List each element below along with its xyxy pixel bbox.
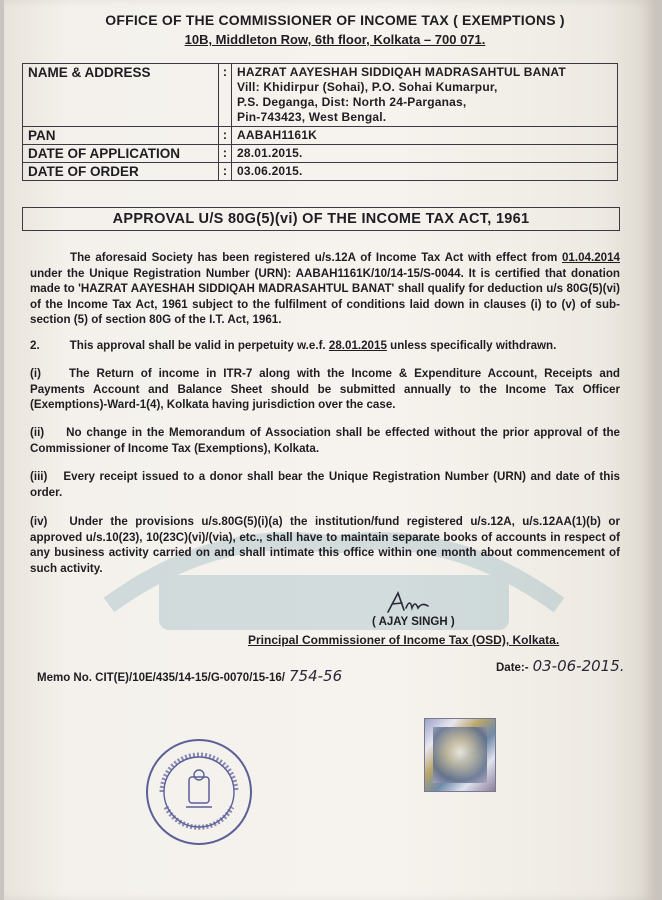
- signature-scribble: [384, 590, 432, 616]
- date-of-order-value: 03.06.2015.: [232, 163, 618, 181]
- pan-value: AABAH1161K: [232, 127, 618, 145]
- address-line: Vill: Khidirpur (Sohai), P.O. Sohai Kumarpur,: [237, 80, 498, 94]
- name-address-value: [232, 64, 618, 127]
- table-row: [23, 163, 618, 181]
- date-of-application-label: DATE OF APPLICATION: [23, 145, 219, 163]
- paragraph-2: 2. This approval shall be valid in perpetuity w.e.f. 28.01.2015 unless specifically withdrawn.: [30, 339, 557, 352]
- memo-number: Memo No. CIT(E)/10E/435/14-15/G-0070/15-16/ 754-56: [37, 667, 343, 685]
- table-row: [23, 64, 618, 127]
- signatory-name: ( AJAY SINGH ): [372, 616, 455, 628]
- clause-ii: (ii) No change in the Memorandum of Association shall be effected without the prior approval of the Commissioner of Income Tax (Exemptions), Kolkata.: [30, 426, 620, 455]
- address-line: Pin-743423, West Bengal.: [237, 110, 387, 124]
- colon: :: [219, 163, 232, 181]
- address-line: P.S. Deganga, Dist: North 24-Parganas,: [237, 95, 467, 109]
- hologram-sticker: [424, 718, 496, 792]
- office-heading: OFFICE OF THE COMMISSIONER OF INCOME TAX ( EXEMPTIONS ): [105, 12, 565, 28]
- memo-date: Date:- 03-06-2015.: [496, 657, 625, 675]
- pan-label: PAN: [23, 127, 219, 145]
- effective-date: 01.04.2014: [561, 251, 620, 264]
- date-handwritten: 03-06-2015.: [532, 657, 625, 675]
- date-of-order-label: DATE OF ORDER: [23, 163, 219, 181]
- colon: :: [219, 64, 232, 127]
- paragraph-1: The aforesaid Society has been registered u/s.12A of Income Tax Act with effect from 01.04.2014 under the Unique Registration Number (URN): AABAH1161K/10/14-15/S-0044. It is certified that donation made to 'HAZRAT AAYESHAH SIDDIQAH MADRASAHTUL BANAT' shall qualify for deduction u/s 80G(5)(vi) of the Income Tax Act, 1961 subject to the fulfilment of conditions laid down in clauses (i) to (v) of sub-section (5) of section 80G of the I.T. Act, 1961.: [30, 251, 620, 327]
- date-of-application-value: 28.01.2015.: [232, 145, 618, 163]
- signatory-designation: Principal Commissioner of Income Tax (OSD), Kolkata.: [248, 633, 560, 647]
- office-seal-stamp: [144, 737, 254, 847]
- assessee-details-table: [22, 63, 618, 181]
- name-address-label: NAME & ADDRESS: [23, 64, 219, 127]
- clause-iv: (iv) Under the provisions u/s.80G(5)(i)(a) the institution/fund registered u/s.12A, u/s.12AA(1)(b) or approved u/s.10(23), 10(23C)(vi)/(via), etc., shall have to maintain separate books of accounts in respect of any business activity carried on and shall intimate this office within one month about commencement of such activity.: [30, 515, 620, 575]
- table-row: [23, 145, 618, 163]
- name-line: HAZRAT AAYESHAH SIDDIQAH MADRASAHTUL BANAT: [237, 65, 566, 79]
- memo-handwritten: 754-56: [289, 667, 343, 685]
- office-address: 10B, Middleton Row, 6th floor, Kolkata – 700 071.: [184, 32, 486, 47]
- colon: :: [219, 127, 232, 145]
- hologram-emblem: [433, 727, 487, 783]
- document-page: [4, 0, 654, 900]
- approval-title: APPROVAL U/S 80G(5)(vi) OF THE INCOME TAX ACT, 1961: [22, 207, 620, 231]
- colon: :: [219, 145, 232, 163]
- table-row: [23, 127, 618, 145]
- clause-i: (i) The Return of income in ITR-7 along with the Income & Expenditure Account, Receipts and Payments Account and Balance Sheet should be submitted annually to the Income Tax Officer (Exemptions)-Ward-1(4), Kolkata having jurisdiction over the case.: [30, 367, 620, 412]
- perpetuity-date: 28.01.2015: [328, 339, 387, 352]
- clause-iii: (iii) Every receipt issued to a donor shall bear the Unique Registration Number (URN) and date of this order.: [30, 470, 620, 499]
